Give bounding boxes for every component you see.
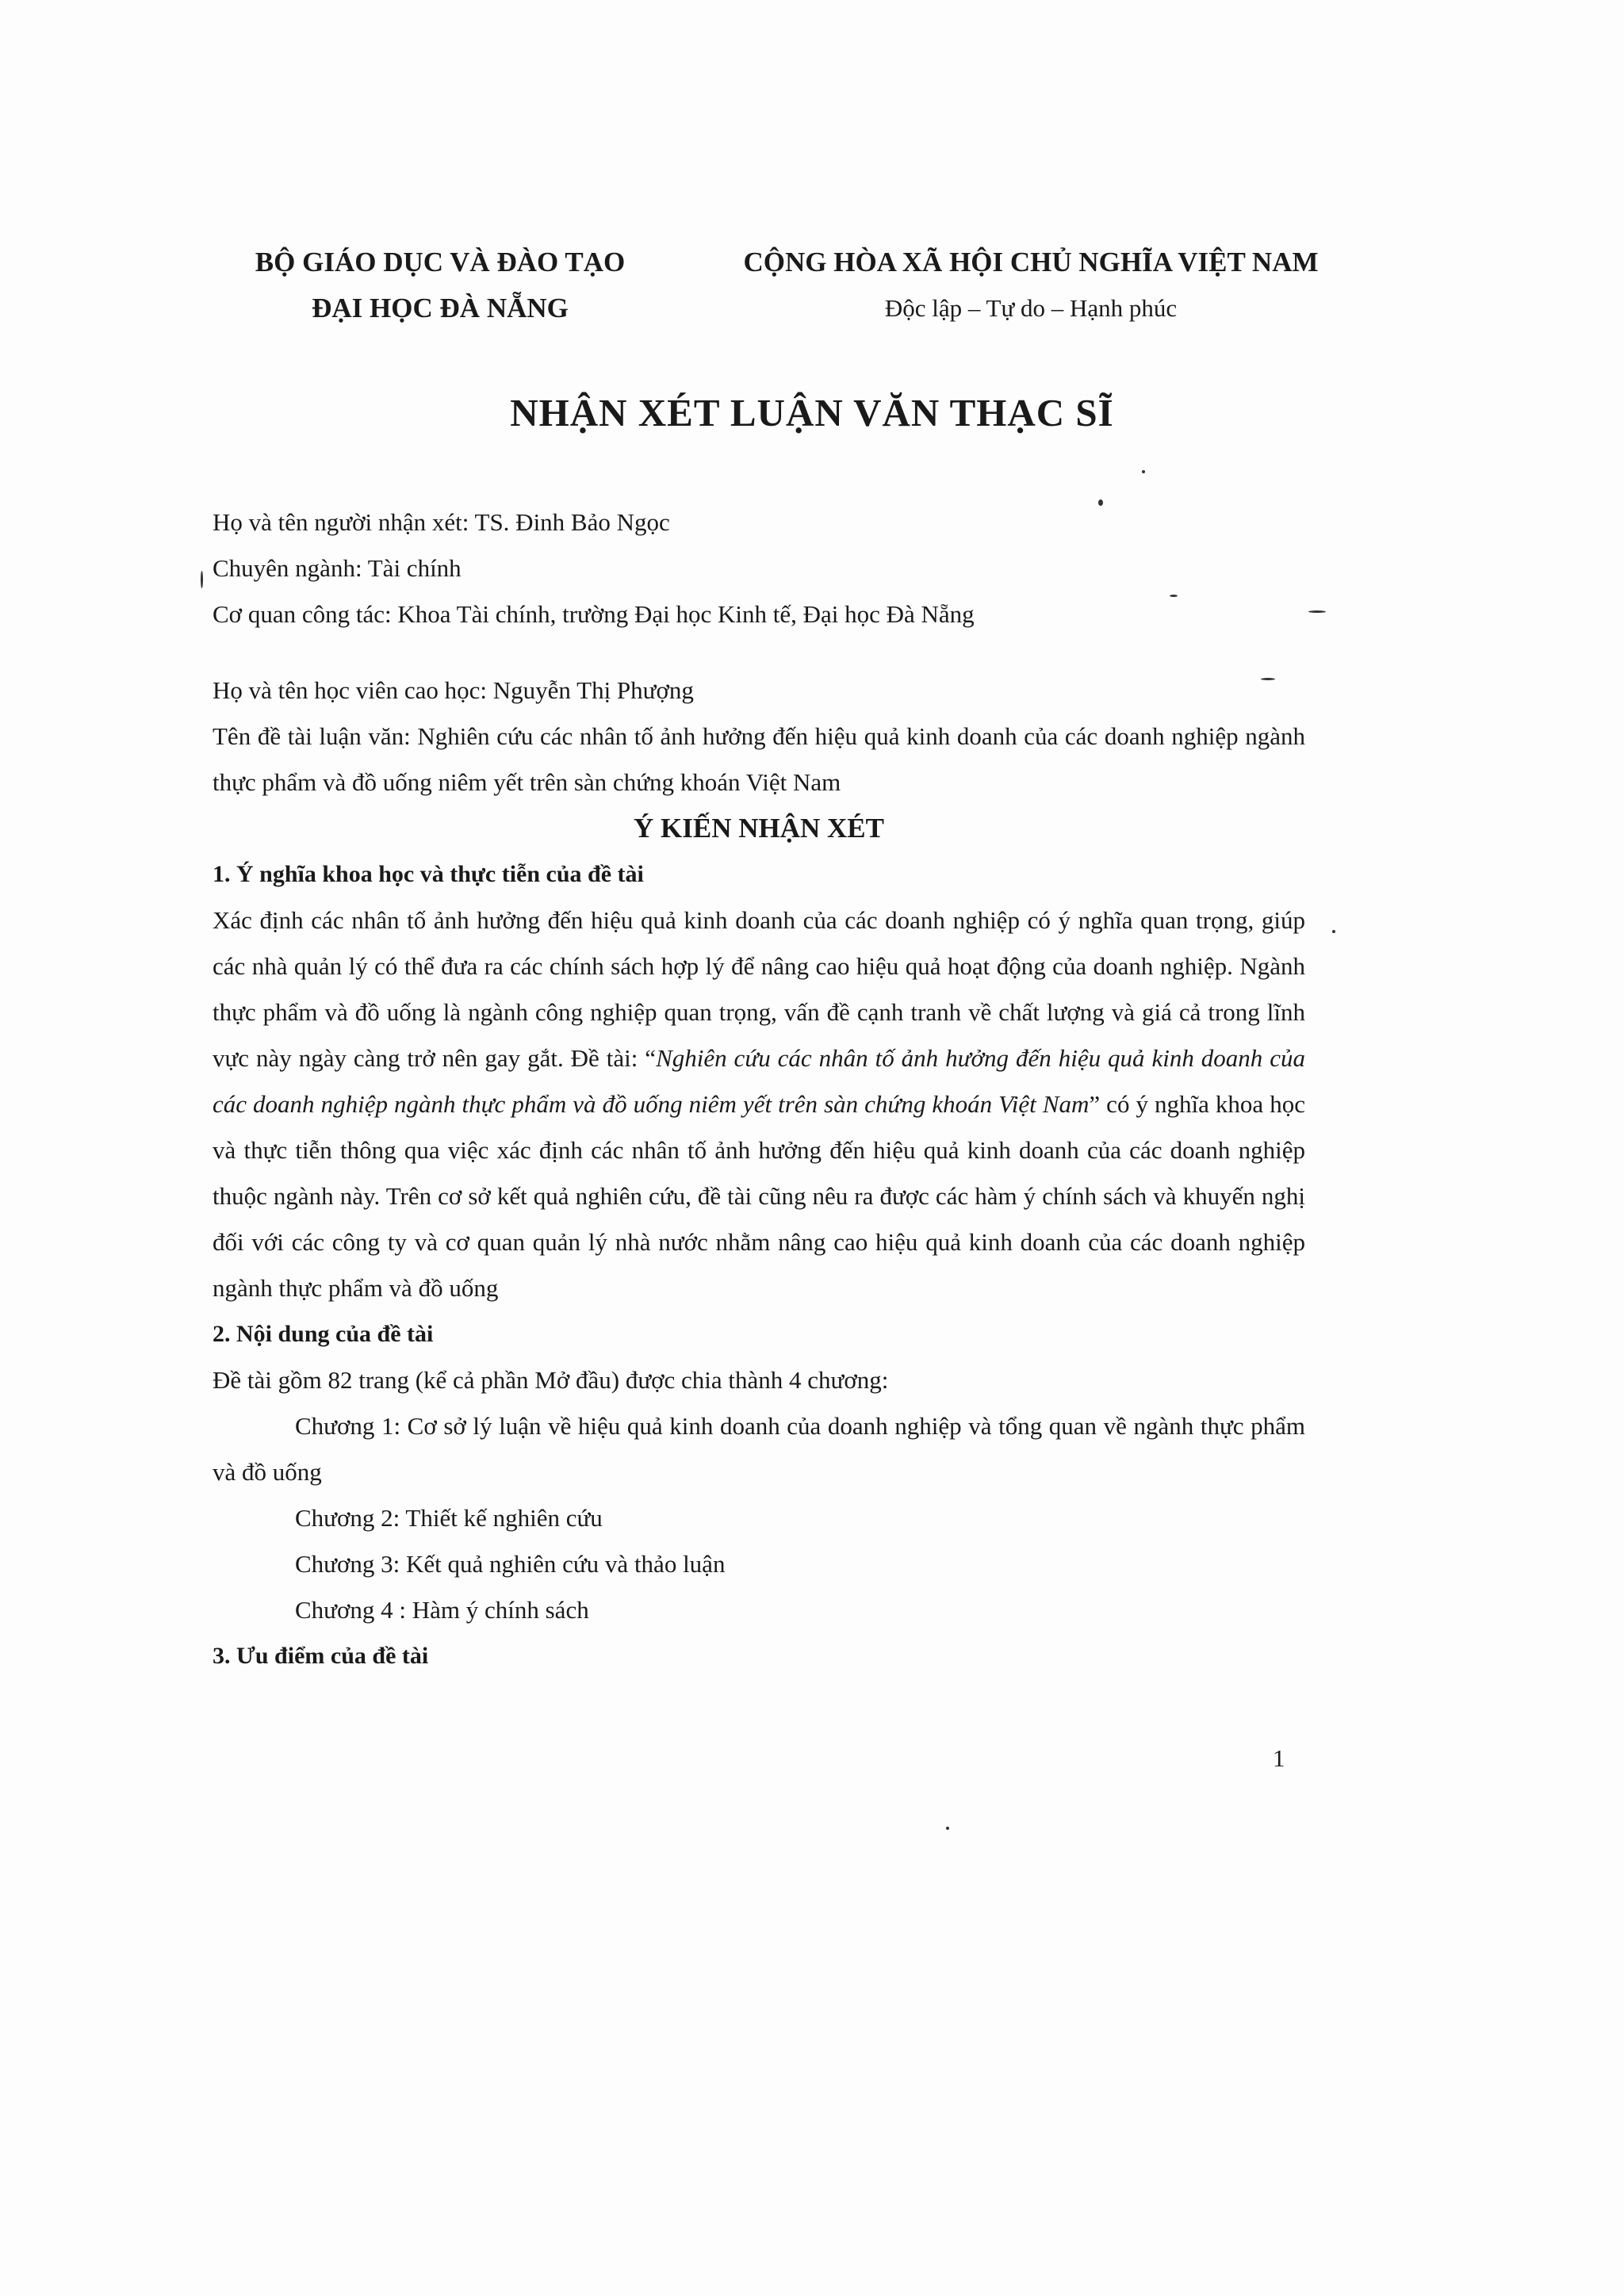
section-1-heading: 1. Ý nghĩa khoa học và thực tiễn của đề tài [213, 861, 644, 887]
thesis-title: Tên đề tài luận văn: Nghiên cứu các nhân tố ảnh hưởng đến hiệu quả kinh doanh của các doanh nghiệp ngành thực phẩm và đồ uống niêm yết trên sàn chứng khoán Việt Nam [213, 722, 1305, 796]
ministry-header [230, 239, 650, 331]
chapter-1: Chương 1: Cơ sở lý luận về hiệu quả kinh doanh của doanh nghiệp và tổng quan về ngành thực phẩm và đồ uống [213, 1412, 1305, 1486]
scan-speck [1170, 595, 1178, 597]
section-1-paragraph [213, 897, 1305, 1311]
scan-speck [1332, 930, 1335, 933]
national-title: CỘNG HÒA XÃ HỘI CHỦ NGHĨA VIỆT NAM [743, 247, 1319, 277]
scan-speck [201, 571, 203, 588]
chapter-4: Chương 4 : Hàm ý chính sách [295, 1596, 589, 1624]
chapter-2: Chương 2: Thiết kế nghiên cứu [295, 1504, 603, 1532]
reviewer-major: Chuyên ngành: Tài chính [213, 554, 462, 582]
scan-speck [1098, 499, 1103, 506]
document-title: NHẬN XÉT LUẬN VĂN THẠC SĨ [510, 391, 1114, 434]
opinion-heading: Ý KIẾN NHẬN XÉT [633, 813, 884, 844]
student-name: Họ và tên học viên cao học: Nguyễn Thị Phượng [213, 676, 694, 704]
ministry-name: BỘ GIÁO DỤC VÀ ĐÀO TẠO [255, 247, 626, 277]
chapter-3: Chương 3: Kết quả nghiên cứu và thảo luận [295, 1550, 726, 1578]
section-1-thesis-title-italic: Nghiên cứu các nhân tố ảnh hưởng đến hiệu quả kinh doanh của các doanh nghiệp ngành thực phẩm và đồ uống niêm yết trên sàn chứng khoán Việt Nam [213, 1044, 1306, 1118]
page-number: 1 [1273, 1744, 1285, 1772]
scan-speck [946, 1827, 949, 1830]
university-name: ĐẠI HỌC ĐÀ NẴNG [312, 293, 569, 323]
section-2-heading: 2. Nội dung của đề tài [213, 1321, 434, 1347]
national-header [698, 239, 1364, 331]
scan-speck [1261, 678, 1275, 680]
scan-speck [1142, 470, 1145, 473]
reviewer-name: Họ và tên người nhận xét: TS. Đinh Bảo Ngọc [213, 508, 670, 536]
section-1-text-before: Xác định các nhân tố ảnh hưởng đến hiệu quả kinh doanh của các doanh nghiệp có ý nghĩa quan trọng, giúp các nhà quản lý có thể đưa ra các chính sách hợp lý để nâng cao hiệu quả hoạt động của doanh nghiệp. Ngành thực phẩm và đồ uống là ngành công nghiệp quan trọng, vấn đề cạnh tranh về chất lượng và giá cả trong lĩnh vực này ngày càng trở nên gay gắt. Đề tài: “ [213, 906, 1305, 1072]
reviewer-workplace: Cơ quan công tác: Khoa Tài chính, trường Đại học Kinh tế, Đại học Đà Nẵng [213, 600, 975, 628]
scan-speck [1308, 610, 1326, 613]
document-body [213, 499, 1305, 1679]
section-2-intro: Đề tài gồm 82 trang (kể cả phần Mở đầu) được chia thành 4 chương: [213, 1366, 889, 1394]
section-1-text-after: ” có ý nghĩa khoa học và thực tiễn thông qua việc xác định các nhân tố ảnh hưởng đến hiệu quả kinh doanh của các doanh nghiệp thuộc ngành này. Trên cơ sở kết quả nghiên cứu, đề tài cũng nêu ra được các hàm ý chính sách và khuyến nghị đối với các công ty và cơ quan quản lý nhà nước nhằm nâng cao hiệu quả kinh doanh của các doanh nghiệp ngành thực phẩm và đồ uống [213, 1090, 1305, 1302]
section-3-heading: 3. Ưu điểm của đề tài [213, 1643, 429, 1669]
national-motto: Độc lập – Tự do – Hạnh phúc [884, 294, 1178, 322]
